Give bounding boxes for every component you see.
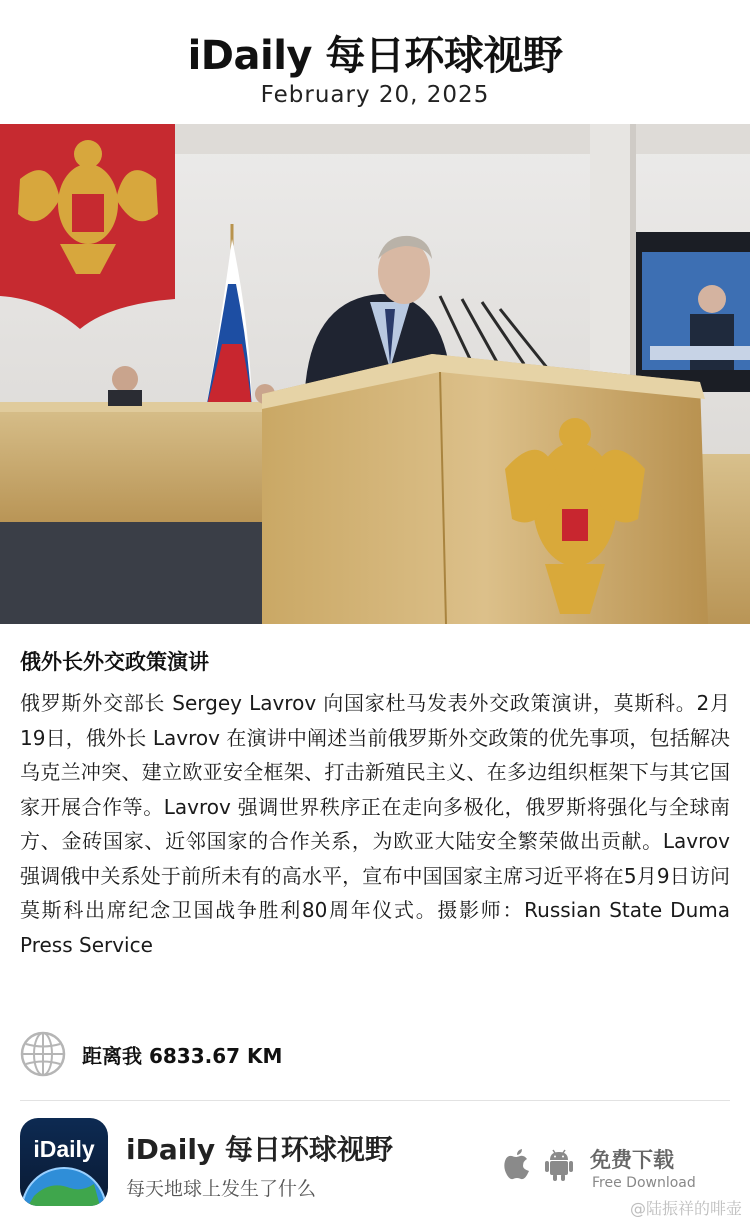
android-icon[interactable]	[544, 1148, 574, 1182]
globe-icon	[20, 1031, 66, 1077]
watermark	[630, 1196, 742, 1219]
platform-icons	[502, 1148, 562, 1182]
header	[0, 0, 750, 124]
free-download-sublabel: Free Download	[592, 1175, 696, 1191]
brand-title: iDaily 每日环球视野	[187, 33, 563, 79]
divider	[20, 1100, 730, 1101]
article-headline: 俄外长外交政策演讲	[20, 650, 209, 674]
distance-label: 距离我 6833.67 KM	[82, 1043, 283, 1068]
news-photo	[0, 124, 750, 624]
footer-brand: iDaily 每日环球视野	[126, 1133, 393, 1166]
app-promo-footer	[20, 1118, 730, 1210]
apple-icon[interactable]	[502, 1148, 532, 1182]
footer-tagline: 每天地球上发生了什么	[126, 1178, 317, 1200]
free-download-label[interactable]: 免费下载	[590, 1148, 674, 1172]
distance-row	[20, 1030, 282, 1078]
article-body: 俄罗斯外交部长 Sergey Lavrov 向国家杜马发表外交政策演讲，莫斯科。2月19日，俄外长 Lavrov 在演讲中阐述当前俄罗斯外交政策的优先事项，包括解决乌克兰冲突、建立欧亚安全框架、打击新殖民主义、在多边组织框架下与其它国家开展合作等。Lavrov 强调世界秩序正在走向多极化，俄罗斯将强化与全球南方、金砖国家、近邻国家的合作关系，为欧亚大陆安全繁荣做出贡献。Lavrov 强调俄中关系处于前所未有的高水平，宣布中国国家主席习近平将在5月9日访问莫斯科出席纪念卫国战争胜利80周年仪式。摄影师：Russian State Duma Press Service	[20, 691, 730, 957]
publish-date: February 20, 2025	[260, 82, 490, 108]
app-icon[interactable]	[20, 1118, 108, 1206]
app-icon-label: iDaily	[33, 1136, 95, 1162]
watermark-text: @陆振祥的啡壶	[629, 1199, 742, 1218]
article	[0, 624, 750, 962]
